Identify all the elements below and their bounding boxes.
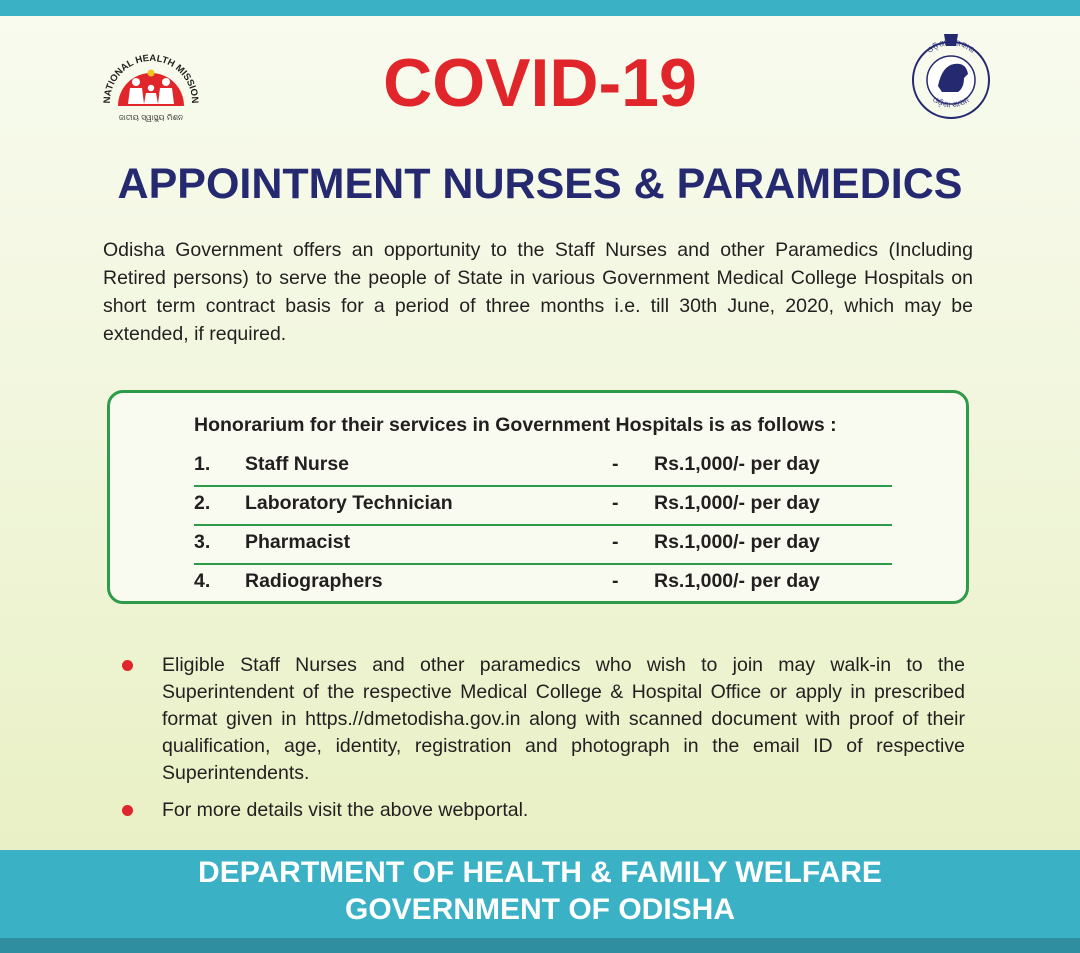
row-post: Staff Nurse xyxy=(245,453,350,475)
row-post: Pharmacist xyxy=(245,531,351,553)
bullet-text: Eligible Staff Nurses and other paramedics who wish to join may walk-in to the Superintendent of the respective Medical College & Hospital Office or apply in prescribed format given in https.//dmetodisha.gov.in along with scanned document with proof of their qualification, age, identity, registration and photograph in the email ID of respective Superintendents. xyxy=(162,654,965,784)
footer-government: GOVERNMENT OF ODISHA xyxy=(344,893,735,926)
row-rate: Rs.1,000/- per day xyxy=(654,531,820,553)
footer-department: DEPARTMENT OF HEALTH & FAMILY WELFARE xyxy=(198,856,882,889)
top-bar xyxy=(0,0,1080,16)
row-number: 3. xyxy=(194,531,211,553)
bullet-list xyxy=(120,652,965,824)
row-dash: - xyxy=(612,453,619,475)
row-number: 1. xyxy=(194,453,211,475)
list-item xyxy=(120,797,965,824)
row-number: 4. xyxy=(194,570,211,592)
bullet-icon xyxy=(122,805,133,816)
row-rate: Rs.1,000/- per day xyxy=(654,453,820,475)
row-rate: Rs.1,000/- per day xyxy=(654,570,820,592)
row-post: Radiographers xyxy=(245,570,383,592)
table-row xyxy=(194,525,892,565)
row-dash: - xyxy=(612,492,619,514)
row-post: Laboratory Technician xyxy=(245,492,453,514)
list-item xyxy=(120,652,965,787)
table-row xyxy=(194,564,892,602)
row-dash: - xyxy=(612,570,619,592)
table-row xyxy=(194,486,892,526)
emblem-top-text: ଓଡ଼ିଶା ସରକାର xyxy=(925,37,977,55)
page-subtitle: APPOINTMENT NURSES & PARAMEDICS xyxy=(117,160,963,208)
emblem-bottom-text: ଓଡ଼ିଶା ଶାସନ xyxy=(931,95,971,110)
nhm-logo-subtext: ଜାତୀୟ ସ୍ୱାସ୍ଥ୍ୟ ମିଶନ xyxy=(118,113,184,122)
intro-paragraph: Odisha Government offers an opportunity to the Staff Nurses and other Paramedics (Including Retired persons) to serve the people of State in various Government Medical College Hospitals on short term contract basis for a period of three months i.e. till 30th June, 2020, which may be extended, if required. xyxy=(103,239,973,345)
main-title: COVID-19 xyxy=(383,45,697,121)
table-row xyxy=(194,447,892,487)
bullet-icon xyxy=(122,660,133,671)
honorarium-heading: Honorarium for their services in Government Hospitals is as follows : xyxy=(194,414,837,436)
row-number: 2. xyxy=(194,492,211,514)
nhm-logo-text: NATIONAL HEALTH MISSION xyxy=(101,52,201,104)
row-rate: Rs.1,000/- per day xyxy=(654,492,820,514)
footer-bottom-bar xyxy=(0,938,1080,953)
row-dash: - xyxy=(612,531,619,553)
bullet-text: For more details visit the above webportal. xyxy=(162,799,529,821)
